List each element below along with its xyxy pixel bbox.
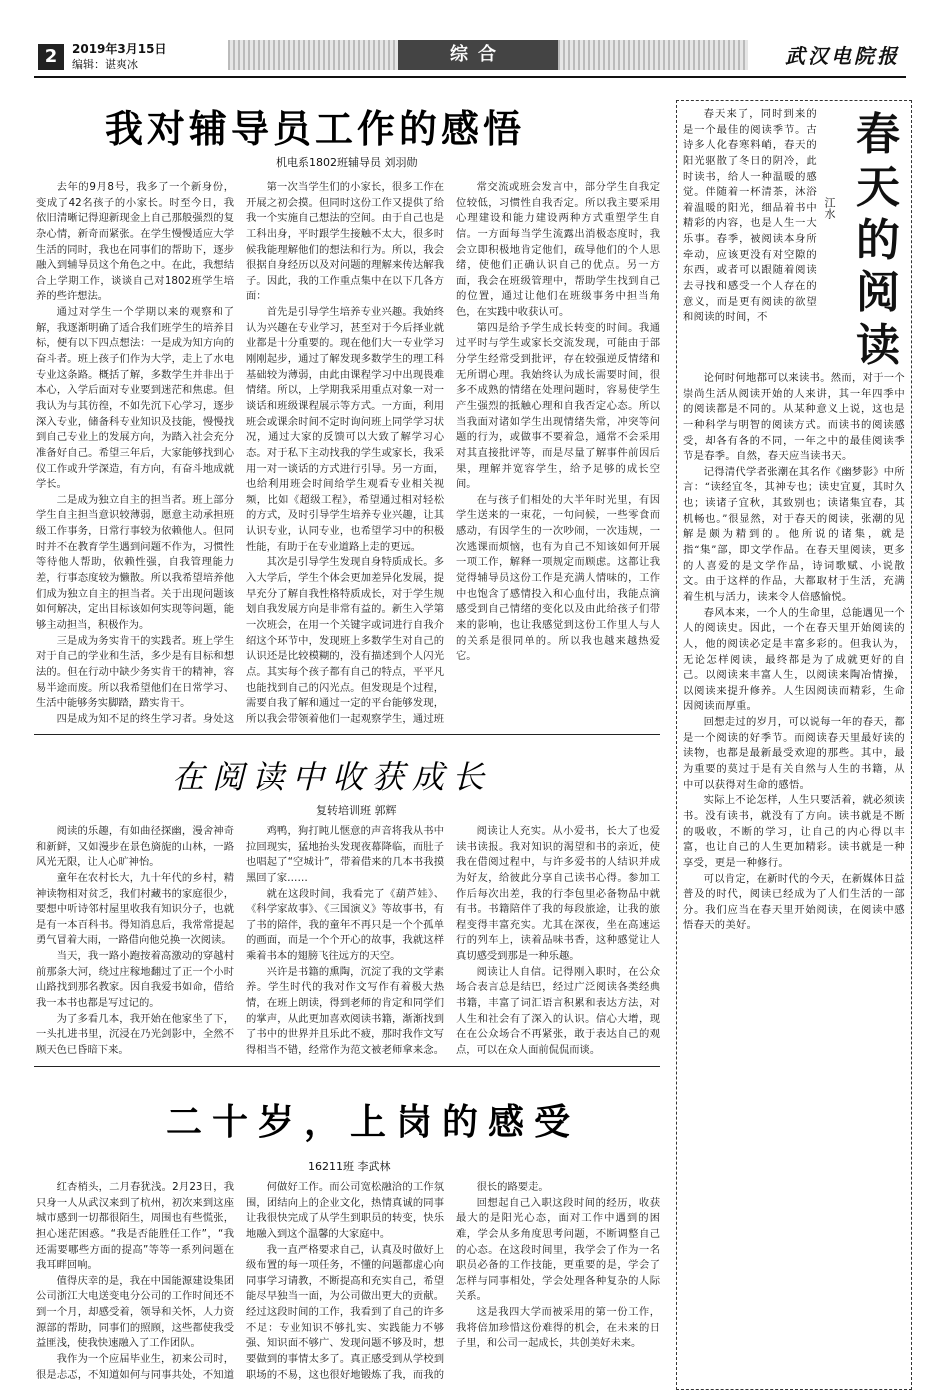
paragraph: 兴许是书籍的熏陶，沉淀了我的文学素养。学生时代的我对作文写作有着极大热情，在班上朗读，得到老师的肯定和同学们的掌声，从此更加喜欢阅读书籍，渐渐找到了书中的世界并且乐此不疲，那时我作文写得相当不错，经常作为范文被老师拿来念。	[246, 965, 444, 1056]
sidebar-heading	[823, 109, 905, 373]
sidebar-body	[683, 371, 905, 1383]
paragraph: 记得清代学者张潮在其名作《幽梦影》中所言：“读经宜冬，其神专也；读史宜夏，其时久也；读诸子宜秋，其致别也；读诸集宜春，其机畅也。”很显然，对于春天的阅读，张潮的见解是颇为精到的。他所说的诸集，就是指“集”部，即文学作品。在春天里阅读，更多的人喜爱的是文学作品，诗词歌赋、小说散文。由于这样的作品，大都取材于生活，充满着生机与活力，读来令人倍感愉悦。	[683, 465, 905, 603]
paragraph: 常交流或班会发言中，部分学生自我定位较低，习惯性自我否定。所以我主要采用心理建设和能力建设两种方式重塑学生自信。一方面每当学生流露出消极态度时，我会立即积极地肯定他们，疏导他们的个人思绪，使他们正确认识自己的优点。另一方面，我会在班级管理中，帮助学生找到自己的位置，通过让他们在班级事务中担当角色，在实践中收获认可。	[456, 181, 660, 319]
paragraph: 很长的路要走。	[476, 1181, 549, 1193]
paragraph: 第四是给予学生成长转变的时间。我通过平时与学生或家长交流发现，可能由于部分学生经常受到批评，存在较强逆反情绪和无所谓心理。我始终认为成长需要时间，很多不成熟的情绪在处理问题时，容易使学生产生强烈的抵触心理和自我否定心态。所以当我面对诸如学生出现情绪失常，冲突等问题的行为，或做事不要着急，通常不会采用对其直接批评等，而是尽量了解事件前因后果，理解并宽容学生，给予足够的成长空间。	[456, 321, 660, 491]
issue-date: 2019年3月15日	[72, 42, 167, 56]
paragraph: 四是成为知不足的终生学习者。身处这	[56, 712, 234, 725]
paragraph: 我作为一个应届毕业生，初来公司时，很是忐忑，不知道如何与同事共处，不知道	[36, 1353, 234, 1380]
paragraph: 鸡鸭，狗打盹儿惬意的声音将我从书中拉回现实，猛地抬头发现夜幕降临，而肚子也唱起了“空城计”，带着借来的几本书我摸黑回了家……	[246, 825, 444, 884]
article3-column-2	[246, 1180, 444, 1380]
paragraph: 春天来了，同时到来的是一个最佳的阅读季节。古诗多人化春寒料峭，春天的阳光驱散了冬日的阴冷，此时读书，给人一种温暖的感觉。伴随着一杯清茶，沐浴着温暖的阳光，细品着书中精彩的内容，也是人生一大乐事。春季，被阅读本身所牵动，应该更没有对空隙的东西，或者可以跟随着阅读去寻找和感受一个人存在的意义，而是更有阅读的欲望和阅读的时间，不	[683, 108, 817, 324]
paragraph: 在与孩子们相处的大半年时光里，有因学生送来的一束花，一句问候，一些零食而感动，有因学生的一次吵闹，一次违规，一次逃课而烦恼，也有为自己不知该如何开展一项工作，解释一项规定而顾虑。这都让我觉得辅导员这份工作是充满人情味的，工作中也饱含了感情投入和心血付出，我能点滴感受到自己情绪的变化以及由此给孩子们带来的影响，也让我感觉到这份工作里人与人的关系是很同单的。所以我也越来越热爱它。	[456, 493, 660, 663]
masthead-rule	[34, 76, 906, 78]
paragraph: 去年的9月8号，我多了一个新身份，变成了42名孩子的小家长。时至今日，我依旧清晰记得迎新现金上自己那般强烈的复杂心情，新奇而紧张。在学生慢慢适应大学生活的同时，我也在同事们的帮助下，逐步融入到辅导员这个角色之中。在此，我想结合上学期工作，谈谈自己对1802班学生培养的些许想法。	[36, 181, 234, 303]
section-name: 综合	[398, 40, 558, 70]
page-number: 2	[38, 44, 64, 70]
paragraph: 这是我四大学而被采用的第一份工作，我将倍加珍惜这份难得的机会，在未来的日子里，和公司一起成长，共创美好未来。	[456, 1306, 660, 1350]
sidebar-title: 春天的阅读	[856, 109, 900, 372]
paragraph: 其次是引导学生发现自身特质成长。多入大学后，学生个体会更加差异化发展，提早充分了解自我性格特质成长，对于学生规划自我发展方向是非常有益的。新生入学第一次班会，在用一个关键字或词进行自我介绍这个环节中，发现班上多数学生对自己的认识还是比较模糊的，没有描述到个人闪光点。其实每个孩子都有自己的特点，平平凡也能找到自己的闪光点。但发现是个过程，需要自我了解和通过一定的平台能够发现，所以我会带领着他们一起观察学生，通过班	[246, 556, 444, 725]
paragraph: 可以肯定，在新时代的今天，在新媒体日益普及的时代，阅读已经成为了人们生活的一部分。我们应当在春天里开始阅读，在阅读中感悟春天的美好。	[683, 872, 905, 932]
section-banner	[228, 40, 748, 70]
paragraph: 阅读的乐趣，有如曲径探幽，漫舍神奇和新鲜，又如漫步在景色旖旎的山林，一路风光无限，让人心旷神怡。	[36, 825, 234, 869]
article1-column-1	[36, 180, 234, 725]
page-masthead	[0, 0, 936, 78]
paragraph: 阅读让人充实。从小爱书，长大了也爱读书读报。我对知识的渴望和书的亲近，使我在借阅过程中，与许多爱书的人结识并成为好友，给彼此分享自己读书心得。参加工作后每次出差，我的行李包里必备物品中就有书。书籍陪伴了我的每段旅途，让我的旅程变得丰富充实。尤其在深夜，坐在高速运行的列车上，读着品味书香，这种感觉让人真切感受到那是一种乐趣。	[456, 825, 660, 963]
editor-credit: 编辑：谌爽冰	[72, 58, 138, 71]
paragraph: 阅读让人自信。记得刚入职时，在公众场合表言总是结巴，经过广泛阅读各类经典书籍，丰富了词汇语言积累和表达方法，对人生和社会有了深入的认识。信心大增，现在在公众场合不再紧张，敢于表达自己的观点，可以在众人面前侃侃而谈。	[456, 965, 660, 1056]
paragraph: 红杏梢头，二月春犹浅。2月23日，我只身一人从武汉来到了杭州，初次来到这座城市感到一切都很陌生，周围也有些慌张，担心迷茫困惑。“我是否能胜任工作”，“我还需要哪些方面的提高”等等一系列问题在我耳畔回响。	[36, 1181, 234, 1272]
paragraph: 实际上不论怎样，人生只要活着，就必须读书。没有读书，就没有了方向。读书就是不断的吸收，不断的学习，让自己的内心得以丰富，也让自己的人生更加精彩。读书就是一种享受，更是一种修行。	[683, 794, 905, 869]
paragraph: 我一直严格要求自己，认真及时做好上级布置的每一项任务，不懂的问题都虚心向同事学习请教，不断提高和充实自己，希望能尽早独当一面，为公司做出更大的贡献。经过这段时间的工作，我看到了自己的许多不足：专业知识不够扎实、实践能力不够强、知识面不够广、发现问题不够及时，想要做到的事情太多了。真正感受到从学校到职场的不易，这也很好地锻炼了我，而我的	[246, 1243, 444, 1380]
sidebar-intro	[683, 107, 817, 326]
sidebar-author: 江水	[823, 197, 836, 219]
section-divider	[34, 1066, 660, 1067]
paragraph: 二是成为独立自主的担当者。班上部分学生自主担当意识较薄弱，愿意主动承担班级工作事务，日常行事较为依赖他人。但同时并不在教育学生遇到问题不作为，习惯性等待他人帮助，依赖性强，自我管理能力差，行事态度较为懒散。所以我希望培养他们成为独立自主的担当者。关于出现问题该如何解决，定出目标该如何实现等问题，能够主动担当，积极作为。	[36, 493, 234, 631]
paragraph: 值得庆幸的是，我在中国能源建设集团公司浙江大电送变电分公司的工作时间还不到一个月，却感受着，领导和关怀，人力资源部的帮助，同事们的照顾，这些都使我受益匪浅，使我快速融入了工作团队。	[36, 1274, 234, 1350]
paragraph: 春风本来，一个人的生命里，总能遇见一个人的阅读史。因此，一个在春天里开始阅读的人，他的阅读必定是丰富多彩的。但我认为，无论怎样阅读，最终都是为了成就更好的自己。以阅读来丰富人生，以阅读来陶冶情操，以阅读来提升修养。人生因阅读而精彩，生命因阅读而厚重。	[683, 606, 905, 713]
paragraph: 何做好工作。而公司宽松融洽的工作氛围，团结向上的企业文化，热情真诚的同事让我很快完成了从学生到职员的转变，快乐地融入到这个温馨的大家庭中。	[246, 1181, 444, 1240]
article1-byline: 机电系1802班辅导员 刘羽勋	[276, 156, 418, 169]
article1-column-3	[456, 180, 660, 725]
article2-column-2	[246, 824, 444, 1058]
paragraph: 当天，我一路小跑按着高激动的穿越村前那条大河，绕过庄稼地翻过了正一个小时山路找到那名教家。因自我爱书如命，借给我一本书也都是写过记的。	[36, 950, 234, 1010]
article2-title: 在阅读中收获成长	[172, 758, 493, 796]
paragraph: 论何时何地都可以来读书。然而，对于一个崇尚生活从阅读开始的人来讲，其一年四季中的阅读都是不同的。从某种意义上说，这也是一种科学与明智的阅读方式。而读书的阅读感受，却各有各的不同，一年之中的最佳阅读季节是春季。自然，春天应当读书天。	[683, 372, 905, 463]
article3-column-1	[36, 1180, 234, 1380]
article1-title: 我对辅导员工作的感悟	[105, 106, 526, 151]
paragraph: 童年在农村长大，九十年代的乡村，精神读物相对贫乏，我们村藏书的家庭很少，要想中听诗邻村屋里收我有知识分子，也就是有一本百科书。得知消息后，我常常提起勇气冒着大雨，一路借向他兑换一次阅读。	[36, 871, 234, 947]
paragraph: 首先是引导学生培养专业兴趣。我始终认为兴趣在专业学习，甚至对于今后择业就业都是十分重要的。现在他们大一专业学习刚刚起步，通过了解发现多数学生的理工科基础较为薄弱，由此由课程学习中出现畏难情绪。所以，上学期我采用重点对象一对一谈话和班级课程展示等方式。一方面，利用班会或课余时间不定时询问班上同学学习状况，通过大家的反馈可以大致了解学习心态。对于私下主动找我的学生或家长，我采用一对一谈话的方式进行引导。另一方面，也给利用班会时间给学生观看专业相关视频，比如《超级工程》，希望通过相对轻松的方式，及时引导学生培养专业兴趣，让其认识专业，认同专业，也希望学习中的积极性能，有助于在专业道路上走的更远。	[246, 306, 444, 553]
article2-column-3	[456, 824, 660, 1058]
article3-title: 二十岁，上岗的感受	[166, 1101, 581, 1143]
paragraph: 三是成为务实肯干的实践者。班上学生对于自己的学业和生活，多少是有目标和想法的。但在行动中缺少务实肯干的精神，容易半途而废。所以我希望他们在日常学习、生活中能够务实脚踏，踏实肯干。	[36, 634, 234, 710]
article3-column-3	[456, 1180, 660, 1380]
article2-byline: 复转培训班 郭辉	[316, 804, 397, 817]
paragraph: 第一次当学生们的小家长，很多工作在开展之初会摸。但同时这份工作又提供了给我一个实施自己想法的空间。由于自己也是工科出身，平时跟学生接触不太大，很多时候我能理解他们的想法和行为。所以，我会很据自身经历以及对问题的理解来传达解我子。因此，我的工作重点集中在以下几各方面：	[246, 181, 444, 303]
paragraph: 就在这段时间，我看完了《葫芦娃》、《科学家故事》、《三国演义》等故事书，有了书的陪伴，我的童年不再只是一个个孤单的画面，而是一个个开心的故事，我就这样乘着书本的翅膀飞往远方的天空。	[246, 887, 444, 963]
newspaper-brand: 武汉电院报	[785, 44, 900, 68]
article3-byline: 16211班 李武林	[308, 1160, 391, 1173]
paragraph: 回想走过的岁月，可以说每一年的春天，都是一个阅读的好季节。而阅读春天里最好读的读物，也都是最新最受欢迎的那些。其中，最为重要的莫过于是有关自然与人生的书籍，从中可以获得对生命的感悟。	[683, 716, 905, 791]
paragraph: 通过对学生一个学期以来的观察和了解，我逐渐明确了适合我们班学生的培养目标，便有以下四点想法：一是成为知方向的奋斗者。班上孩子们作为大学，走上了水电专业这条路。概括了解，多数学生并非出于本心，入学后面对专业要到迷茫和焦虑。但我认为与其彷徨，不如先沉下心学习，逐步深入专业，储备科专业知识及技能，慢慢找到自己专业上的发展方向，为踏入社会充分准备好自己。希望三年后，大家能够找到心仪工作或升学深造，有方向，有奋斗地成就学长。	[36, 306, 234, 491]
paragraph: 为了多看几本，我开始在他家坐了下，一头扎进书里，沉浸在乃光剑影中，全然不顾天色已昏暗下来。	[36, 1012, 234, 1056]
article1-column-2	[246, 180, 444, 725]
article2-column-1	[36, 824, 234, 1058]
sidebar-essay	[676, 100, 912, 1390]
paragraph: 回想起自己入职这段时间的经历，收获最大的是阳光心态，面对工作中遇到的困难，学会从多角度思考问题，不断调整自己的心态。在这段时间里，我学会了作为一名职员必备的工作技能，更重要的是，学会了怎样与同事相处，学会处理各种复杂的人际关系。	[456, 1196, 660, 1303]
section-divider	[34, 734, 660, 735]
